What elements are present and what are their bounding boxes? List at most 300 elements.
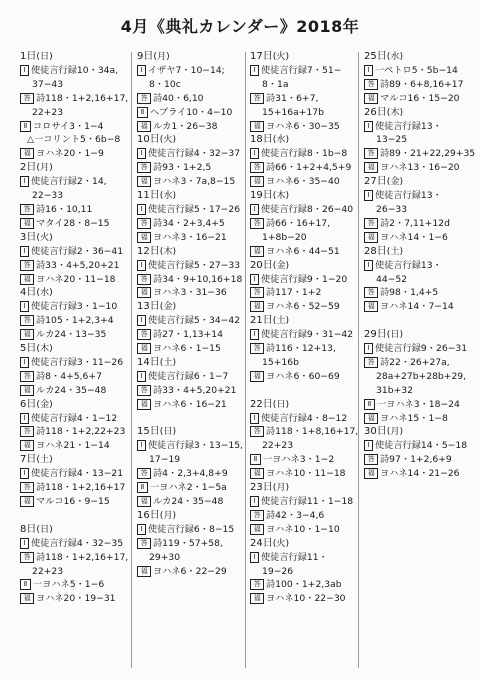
reading-text: 詩93・1+2,5: [153, 162, 212, 174]
first-reading-icon: Ⅰ: [364, 121, 373, 132]
reading-text: 使徒言行録3・1−10: [31, 301, 118, 313]
first-reading-icon: Ⅰ: [250, 148, 259, 159]
reading-line: [250, 467, 362, 481]
reading-text: 使徒言行録4・8−12: [261, 412, 348, 424]
reading-text: ヨハネ6・1−15: [153, 343, 221, 355]
reading-text: 詩66・1+2+4,5+9: [266, 162, 352, 174]
reading-text: 一ヨハネ5・1−6: [33, 579, 105, 591]
reading-text: 一ヨハネ3・18−24: [377, 398, 460, 410]
psalm-icon: 答: [250, 287, 264, 298]
reading-text: 詩118・1+2,16+17: [36, 482, 126, 494]
day-header: [364, 245, 476, 259]
weekday: (金): [386, 176, 404, 188]
psalm-icon: 答: [137, 274, 151, 285]
day-number: 12日: [137, 245, 160, 257]
reading-text: 詩42・3−4,6: [266, 509, 325, 521]
day-header: [20, 398, 132, 412]
reading-line: [20, 495, 132, 509]
first-reading-icon: Ⅰ: [250, 552, 259, 563]
reading-text: 一ペトロ5・5b−14: [375, 64, 458, 76]
reading-text: ヨハネ6・52−59: [266, 301, 340, 313]
reading-continuation: 22−33: [32, 190, 64, 202]
psalm-icon: 答: [250, 510, 264, 521]
psalm-icon: 答: [20, 204, 34, 215]
day-header: [137, 245, 249, 259]
reading-text: ヨハネ6・30−35: [266, 120, 340, 132]
reading-line: [20, 175, 132, 189]
psalm-icon: 答: [137, 385, 151, 396]
reading-text: コロサイ3・1−4: [33, 120, 104, 132]
reading-line: [20, 578, 132, 592]
reading-line: [137, 259, 249, 273]
day-number: 27日: [364, 176, 387, 188]
psalm-icon: 答: [20, 426, 34, 437]
reading-text: ヨハネ14・21−26: [380, 468, 460, 480]
reading-text: 使徒言行録14・5−18: [375, 440, 468, 452]
reading-line: [364, 231, 476, 245]
weekday: (月): [272, 482, 290, 494]
reading-continuation: 31b+32: [376, 384, 413, 396]
first-reading-icon: Ⅰ: [20, 65, 29, 76]
reading-line: [20, 328, 132, 342]
day-number: 14日: [137, 356, 160, 368]
weekday: (日): [36, 51, 53, 62]
day-number: 9日: [137, 51, 154, 62]
reading-line: [137, 161, 249, 175]
calendar-column-1: [20, 50, 132, 606]
reading-line: [20, 147, 132, 161]
psalm-icon: 答: [250, 93, 264, 104]
reading-line: [20, 592, 132, 606]
day-number: 15日: [137, 426, 160, 438]
gospel-icon: 福: [20, 385, 34, 396]
day-header: [20, 231, 132, 245]
reading-text: ヘブライ10・4−10: [150, 106, 233, 118]
first-reading-icon: Ⅰ: [250, 496, 259, 507]
reading-line: [137, 92, 249, 106]
reading-text: ヨハネ20・1−9: [36, 148, 104, 160]
reading-line: [137, 342, 249, 356]
reading-text: 詩116・12+13,: [266, 343, 336, 355]
day-header: [364, 425, 476, 439]
reading-line: [20, 245, 132, 259]
day-number: 20日: [250, 259, 273, 271]
day-header: [137, 356, 249, 370]
reading-text: ヨハネ14・7−14: [380, 301, 454, 313]
weekday: (水): [159, 190, 177, 202]
reading-line: [364, 398, 476, 412]
reading-text: 使徒言行録9・1−20: [261, 273, 348, 285]
first-reading-icon: Ⅰ: [20, 301, 29, 312]
reading-line: [137, 467, 249, 481]
weekday: (月): [159, 509, 177, 521]
reading-line: [250, 273, 362, 287]
weekday: (日): [159, 426, 177, 438]
gospel-icon: 福: [137, 566, 151, 577]
calendar-column-3: [250, 50, 362, 606]
gospel-icon: 福: [250, 371, 264, 382]
reading-line: [20, 537, 132, 551]
reading-text: 詩98・1,4+5: [380, 287, 439, 299]
reading-text: 詩34・2+3,4+5: [153, 217, 225, 229]
reading-text: 詩22・26+27a,: [380, 356, 450, 368]
first-reading-icon: Ⅰ: [20, 246, 29, 257]
reading-continuation: 19−26: [262, 565, 294, 577]
reading-continuation: 13−25: [376, 134, 408, 146]
psalm-icon: 答: [20, 552, 34, 563]
reading-line: [250, 425, 362, 439]
reading-text: ヨハネ6・60−69: [266, 370, 340, 382]
day-number: 19日: [250, 190, 273, 202]
reading-text: 詩34・9+10,16+18: [153, 273, 243, 285]
first-reading-icon: Ⅰ: [137, 65, 146, 76]
reading-line: [250, 412, 362, 426]
first-reading-icon: Ⅰ: [364, 440, 373, 451]
psalm-icon: 答: [364, 218, 378, 229]
first-reading-icon: Ⅰ: [250, 413, 259, 424]
reading-line: [364, 217, 476, 231]
reading-line: [250, 551, 362, 565]
day-header: [250, 189, 362, 203]
psalm-icon: 答: [250, 343, 264, 354]
weekday: (木): [386, 106, 404, 118]
alternate-reading: △一コリント5・6b−8: [27, 134, 121, 146]
reading-line: [250, 495, 362, 509]
psalm-icon: 答: [20, 315, 34, 326]
day-number: 1日: [20, 51, 37, 62]
reading-text: 詩118・1+2,16+17,: [36, 92, 129, 104]
gospel-icon: 福: [250, 176, 264, 187]
reading-line: [20, 356, 132, 370]
reading-line: [137, 286, 249, 300]
day-number: 17日: [250, 51, 273, 62]
reading-text: 詩118・1+8,16+17,: [266, 426, 359, 438]
gospel-icon: 福: [137, 343, 151, 354]
reading-text: 使徒言行録11・: [261, 551, 328, 563]
day-header: [137, 50, 249, 64]
reading-line: [250, 370, 362, 384]
reading-line: [364, 161, 476, 175]
reading-line: [250, 328, 362, 342]
reading-line: [250, 147, 362, 161]
reading-text: 使徒言行録4・32−35: [31, 537, 124, 549]
reading-line: [137, 314, 249, 328]
reading-text: 詩119・57+58,: [153, 537, 223, 549]
reading-text: 詩66・16+17,: [266, 217, 331, 229]
reading-line: [250, 592, 362, 606]
reading-text: ヨハネ20・19−31: [36, 593, 116, 605]
day-number: 11日: [137, 190, 160, 202]
gospel-icon: 福: [20, 496, 34, 507]
reading-text: イザヤ7・10−14;: [148, 64, 225, 76]
first-reading-icon: Ⅰ: [137, 315, 146, 326]
reading-text: ヨハネ3・31−36: [153, 287, 227, 299]
first-reading-icon: Ⅰ: [364, 65, 373, 76]
day-number: 24日: [250, 537, 273, 549]
reading-continuation: 1+8b−20: [262, 231, 307, 243]
weekday: (木): [272, 190, 290, 202]
first-reading-icon: Ⅰ: [20, 538, 29, 549]
psalm-icon: 答: [364, 287, 378, 298]
weekday: (木): [36, 343, 53, 355]
reading-text: 使徒言行録4・32−37: [148, 148, 241, 160]
psalm-icon: 答: [137, 218, 151, 229]
weekday: (日): [272, 398, 290, 410]
day-header: [20, 50, 132, 64]
psalm-icon: 答: [20, 260, 34, 271]
reading-line: [364, 467, 476, 481]
psalm-icon: 答: [20, 93, 34, 104]
reading-continuation: 15+16b: [262, 356, 299, 368]
reading-line: [250, 509, 362, 523]
psalm-icon: 答: [20, 482, 34, 493]
day-header: [250, 50, 362, 64]
gospel-icon: 福: [20, 593, 34, 604]
gospel-icon: 福: [364, 413, 378, 424]
day-header: [20, 453, 132, 467]
gospel-icon: 福: [20, 148, 34, 159]
reading-text: 使徒言行録3・13−15,: [148, 440, 243, 452]
reading-text: 詩2・7,11+12d: [380, 217, 450, 229]
reading-text: 詩97・1+2,6+9: [380, 454, 452, 466]
day-number: 28日: [364, 245, 387, 257]
reading-text: 使徒言行録9・31−42: [261, 329, 354, 341]
gospel-icon: 福: [20, 440, 34, 451]
day-number: 4日: [20, 287, 37, 299]
calendar-column-4: [364, 50, 476, 481]
day-number: 5日: [20, 343, 37, 355]
first-reading-icon: Ⅰ: [20, 413, 29, 424]
reading-line: [364, 453, 476, 467]
reading-text: ヨハネ10・1−10: [266, 523, 340, 535]
day-number: 25日: [364, 51, 387, 62]
day-number: 13日: [137, 301, 160, 313]
gospel-icon: 福: [137, 496, 151, 507]
reading-line: [137, 328, 249, 342]
reading-text: ヨハネ3・16−21: [153, 231, 227, 243]
reading-line: [250, 175, 362, 189]
day-number: 22日: [250, 398, 273, 410]
reading-text: ヨハネ13・16−20: [380, 162, 460, 174]
reading-line: [137, 175, 249, 189]
weekday: (火): [272, 51, 290, 62]
weekday: (月): [153, 51, 170, 62]
reading-line: [20, 92, 132, 106]
day-header: [137, 189, 249, 203]
day-header: [250, 133, 362, 147]
reading-text: ルカ24・35−48: [153, 495, 224, 507]
reading-text: マルコ16・15−20: [380, 92, 460, 104]
reading-text: 使徒言行録5・17−26: [148, 203, 241, 215]
reading-line: [364, 259, 476, 273]
gospel-icon: 福: [137, 176, 151, 187]
reading-line: [20, 203, 132, 217]
reading-line: [20, 120, 132, 134]
spacer: [20, 509, 132, 523]
first-reading-icon: Ⅰ: [364, 260, 373, 271]
psalm-icon: 答: [250, 162, 264, 173]
reading-line: [20, 439, 132, 453]
day-number: 3日: [20, 231, 37, 243]
reading-text: ルカ24・35−48: [36, 384, 107, 396]
day-number: 23日: [250, 482, 273, 494]
reading-line: [137, 370, 249, 384]
reading-text: 使徒言行録5・34−42: [148, 315, 241, 327]
reading-text: 使徒言行録13・: [375, 120, 442, 132]
reading-text: 詩33・4+5,20+21: [36, 259, 120, 271]
day-number: 8日: [20, 523, 37, 535]
reading-continuation: 8・10c: [149, 78, 181, 90]
reading-line: [137, 495, 249, 509]
reading-text: ルカ24・13−35: [36, 329, 107, 341]
first-reading-icon: Ⅰ: [137, 371, 146, 382]
day-number: 18日: [250, 134, 273, 146]
reading-text: 使徒言行録3・11−26: [31, 356, 124, 368]
gospel-icon: 福: [250, 246, 264, 257]
reading-continuation: 17−19: [149, 454, 181, 466]
reading-line: [20, 300, 132, 314]
day-number: 16日: [137, 509, 160, 521]
day-header: [137, 425, 249, 439]
gospel-icon: 福: [20, 274, 34, 285]
reading-line: [137, 120, 249, 134]
reading-text: 使徒言行録7・51−: [261, 64, 342, 76]
day-header: [364, 328, 476, 342]
reading-line: [137, 231, 249, 245]
weekday: (水): [272, 134, 290, 146]
reading-line: [364, 412, 476, 426]
first-reading-icon: Ⅰ: [137, 440, 146, 451]
reading-text: 詩118・1+2,22+23: [36, 426, 126, 438]
calendar-column-2: [137, 50, 249, 578]
day-header: [20, 286, 132, 300]
reading-text: ヨハネ21・1−14: [36, 440, 110, 452]
reading-continuation: 22+23: [32, 565, 64, 577]
second-reading-icon: Ⅱ: [20, 579, 31, 590]
reading-text: 使徒言行録9・26−31: [375, 343, 468, 355]
reading-text: 使徒言行録2・14,: [31, 176, 107, 188]
reading-line: [20, 370, 132, 384]
day-number: 30日: [364, 426, 387, 438]
gospel-icon: 福: [250, 121, 264, 132]
reading-continuation: 8・1a: [262, 78, 289, 90]
reading-line: [250, 578, 362, 592]
weekday: (日): [386, 329, 404, 341]
reading-line: [20, 384, 132, 398]
second-reading-icon: Ⅱ: [137, 107, 148, 118]
gospel-icon: 福: [364, 468, 378, 479]
day-number: 26日: [364, 106, 387, 118]
reading-text: 詩33・4+5,20+21: [153, 384, 237, 396]
reading-line: [250, 203, 362, 217]
reading-line: [250, 523, 362, 537]
reading-text: 詩118・1+2,16+17,: [36, 551, 129, 563]
reading-line: [137, 64, 249, 78]
reading-line: [250, 217, 362, 231]
reading-line: [137, 203, 249, 217]
weekday: (日): [36, 523, 53, 535]
reading-line: [20, 467, 132, 481]
psalm-icon: 答: [364, 148, 378, 159]
reading-text: 使徒言行録6・1−7: [148, 370, 229, 382]
first-reading-icon: Ⅰ: [20, 357, 29, 368]
day-number: 29日: [364, 329, 387, 341]
reading-line: [137, 217, 249, 231]
spacer: [364, 314, 476, 328]
first-reading-icon: Ⅰ: [137, 204, 146, 215]
day-header: [364, 106, 476, 120]
weekday: (水): [36, 287, 53, 299]
gospel-icon: 福: [364, 162, 378, 173]
gospel-icon: 福: [137, 287, 151, 298]
first-reading-icon: Ⅰ: [250, 329, 259, 340]
day-header: [364, 50, 476, 64]
reading-line: [364, 300, 476, 314]
reading-line: [137, 398, 249, 412]
reading-text: マタイ28・8−15: [36, 217, 110, 229]
reading-text: ルカ1・26−38: [153, 120, 218, 132]
reading-text: 一ヨハネ3・1−2: [263, 454, 335, 466]
reading-line: [137, 106, 249, 120]
first-reading-icon: Ⅰ: [137, 148, 146, 159]
gospel-icon: 福: [20, 329, 34, 340]
day-number: 6日: [20, 398, 37, 410]
reading-continuation: 22+23: [32, 106, 64, 118]
reading-line: [250, 92, 362, 106]
reading-continuation: 44−52: [376, 273, 408, 285]
gospel-icon: 福: [364, 232, 378, 243]
reading-continuation: 22+23: [262, 440, 294, 452]
psalm-icon: 答: [250, 579, 264, 590]
reading-line: [20, 314, 132, 328]
reading-text: 使徒言行録8・26−40: [261, 203, 354, 215]
reading-text: 使徒言行録8・1b−8: [261, 148, 348, 160]
gospel-icon: 福: [137, 399, 151, 410]
weekday: (木): [159, 245, 177, 257]
reading-text: 詩89・21+22,29+35: [380, 148, 476, 160]
day-header: [250, 398, 362, 412]
day-header: [250, 537, 362, 551]
first-reading-icon: Ⅰ: [364, 190, 373, 201]
day-number: 10日: [137, 134, 160, 146]
reading-line: [364, 356, 476, 370]
weekday: (火): [272, 537, 290, 549]
reading-line: [250, 300, 362, 314]
page-title: 4月《典礼カレンダー》2018年: [120, 17, 360, 36]
reading-continuation: 29+30: [149, 551, 181, 563]
weekday: (火): [159, 134, 177, 146]
day-header: [20, 161, 132, 175]
reading-line: [20, 259, 132, 273]
reading-text: ヨハネ10・22−30: [266, 593, 346, 605]
reading-text: 使徒言行録4・13−21: [31, 468, 124, 480]
gospel-icon: 福: [364, 93, 378, 104]
gospel-icon: 福: [250, 524, 264, 535]
weekday: (水): [386, 51, 404, 62]
reading-text: ヨハネ10・11−18: [266, 468, 346, 480]
weekday: (月): [36, 162, 53, 174]
reading-line: [20, 217, 132, 231]
reading-line: [364, 147, 476, 161]
day-header: [250, 259, 362, 273]
weekday: (土): [36, 454, 53, 466]
spacer: [250, 384, 362, 398]
reading-text: ヨハネ6・22−29: [153, 565, 227, 577]
day-header: [250, 314, 362, 328]
reading-line: [137, 384, 249, 398]
psalm-icon: 答: [137, 468, 151, 479]
reading-line: [137, 273, 249, 287]
